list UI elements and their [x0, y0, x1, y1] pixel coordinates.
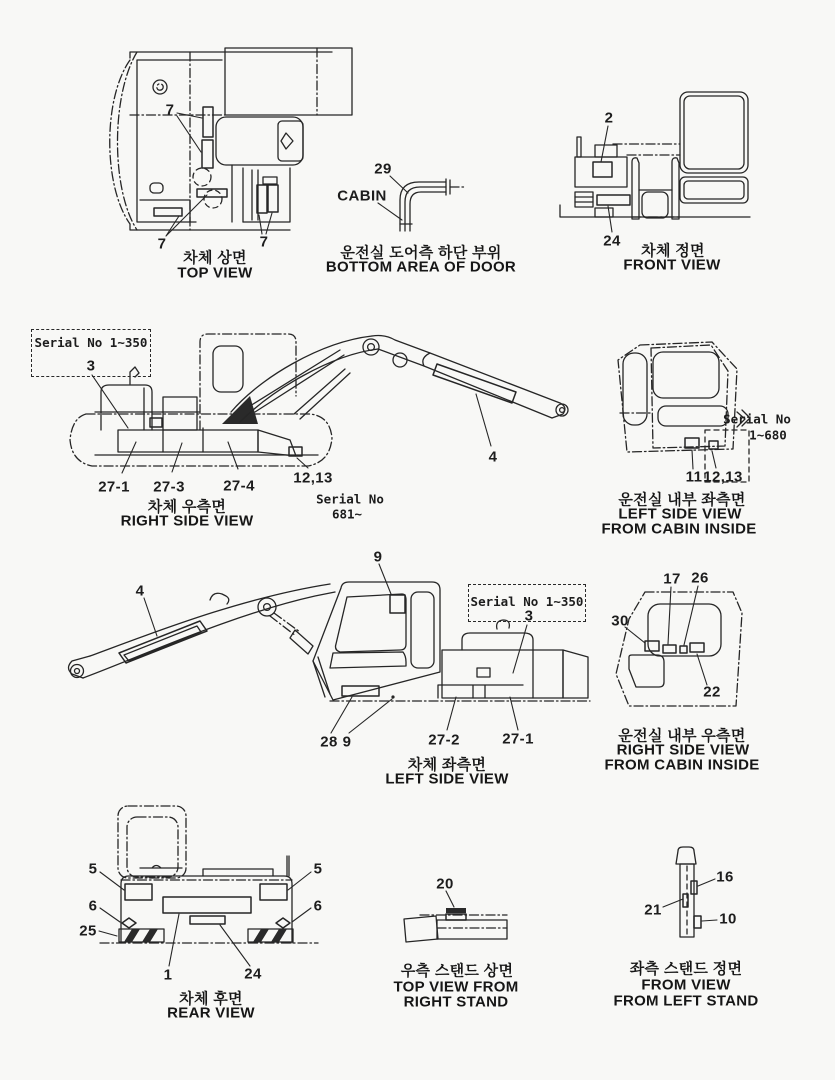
callout-24-front: 24: [603, 232, 621, 250]
rear-view-drawing: [99, 806, 318, 966]
callout-12-13-right-side: 12,13: [293, 469, 333, 487]
callout-7-top-a: 7: [165, 101, 175, 119]
callout-11: 11: [685, 468, 703, 486]
front-view-drawing: [560, 92, 750, 232]
serial-note-681-line2: 681~: [331, 506, 363, 522]
callout-28: 28: [320, 733, 338, 751]
callout-4-left-side: 4: [135, 582, 145, 600]
rear-view-caption-en: REAR VIEW: [167, 1004, 255, 1022]
cabin-right-inside-caption-en2: FROM CABIN INSIDE: [604, 756, 760, 774]
right-side-view-caption-ko: 차체 우측면: [147, 498, 227, 516]
serial-note-680-line1: Serial No: [723, 411, 791, 427]
callout-4-right-side: 4: [488, 448, 498, 466]
front-view-caption-ko: 차체 정면: [641, 242, 705, 260]
serial-range-text-right-side: Serial No 1~350: [34, 335, 148, 350]
door-bottom-caption-en: BOTTOM AREA OF DOOR: [325, 258, 517, 276]
cabin-left-inside-caption-en2: FROM CABIN INSIDE: [601, 520, 757, 538]
cabin-label: CABIN: [337, 187, 387, 205]
left-stand-caption-en1: FROM VIEW: [641, 976, 731, 994]
serial-note-681-line1: Serial No: [316, 491, 384, 507]
rear-view-caption-ko: 차체 후면: [179, 990, 243, 1008]
callout-6-right: 6: [313, 897, 323, 915]
callout-10: 10: [719, 910, 737, 928]
left-stand-caption-ko: 좌측 스탠드 정면: [629, 960, 743, 978]
callout-9-top: 9: [373, 548, 383, 566]
callout-26: 26: [691, 569, 709, 587]
callout-30: 30: [611, 612, 629, 630]
callout-29: 29: [374, 160, 392, 178]
callout-27-3: 27-3: [153, 478, 185, 496]
front-view-caption-en: FRONT VIEW: [623, 256, 721, 274]
cabin-right-inside-drawing: [616, 586, 742, 706]
cabin-right-inside-caption-en1: RIGHT SIDE VIEW: [616, 741, 750, 759]
door-bottom-caption-ko: 운전실 도어측 하단 부위: [340, 244, 502, 262]
left-stand-front-drawing: [663, 847, 717, 937]
callout-24-rear: 24: [244, 965, 262, 983]
left-side-view-caption-ko: 차체 좌측면: [407, 756, 487, 774]
right-side-view-caption-en: RIGHT SIDE VIEW: [120, 512, 254, 530]
top-view-caption-en: TOP VIEW: [177, 264, 253, 282]
right-stand-top-drawing: [404, 891, 507, 942]
callout-2: 2: [604, 109, 614, 127]
callout-12-13-cabin-left: 12,13: [703, 468, 743, 486]
cabin-right-inside-caption-ko: 운전실 내부 우측면: [618, 727, 746, 745]
callout-5-right: 5: [313, 860, 323, 878]
serial-range-text-left-side: Serial No 1~350: [470, 594, 584, 609]
callout-6-left: 6: [88, 897, 98, 915]
right-stand-caption-en2: RIGHT STAND: [403, 993, 509, 1011]
callout-3-right-side: 3: [86, 357, 96, 375]
left-side-view-caption-en: LEFT SIDE VIEW: [385, 770, 509, 788]
callout-5-left: 5: [88, 860, 98, 878]
callout-27-1-right-side: 27-1: [98, 478, 130, 496]
top-view-drawing: [110, 48, 352, 236]
callout-9-bottom: 9: [342, 733, 352, 751]
callout-16: 16: [716, 868, 734, 886]
right-stand-caption-en1: TOP VIEW FROM: [393, 978, 519, 996]
top-view-caption-ko: 차체 상면: [183, 249, 247, 267]
door-bottom-drawing: [378, 176, 466, 231]
callout-25: 25: [79, 922, 97, 940]
callout-20: 20: [436, 875, 454, 893]
callout-22: 22: [703, 683, 721, 701]
callout-3-left-side: 3: [524, 607, 534, 625]
callout-21: 21: [644, 901, 662, 919]
cabin-left-inside-caption-ko: 운전실 내부 좌측면: [618, 491, 746, 509]
serial-note-680-line2: 1~680: [749, 427, 787, 443]
callout-27-2: 27-2: [428, 731, 460, 749]
callout-7-top-c: 7: [259, 233, 269, 251]
callout-27-1-left-side: 27-1: [502, 730, 534, 748]
callout-17: 17: [663, 570, 681, 588]
callout-1: 1: [163, 966, 173, 984]
right-stand-caption-ko: 우측 스탠드 상면: [400, 962, 514, 980]
left-stand-caption-en2: FROM LEFT STAND: [613, 992, 759, 1010]
callout-27-4: 27-4: [223, 477, 255, 495]
cabin-left-inside-caption-en1: LEFT SIDE VIEW: [618, 505, 742, 523]
callout-7-top-b: 7: [157, 235, 167, 253]
